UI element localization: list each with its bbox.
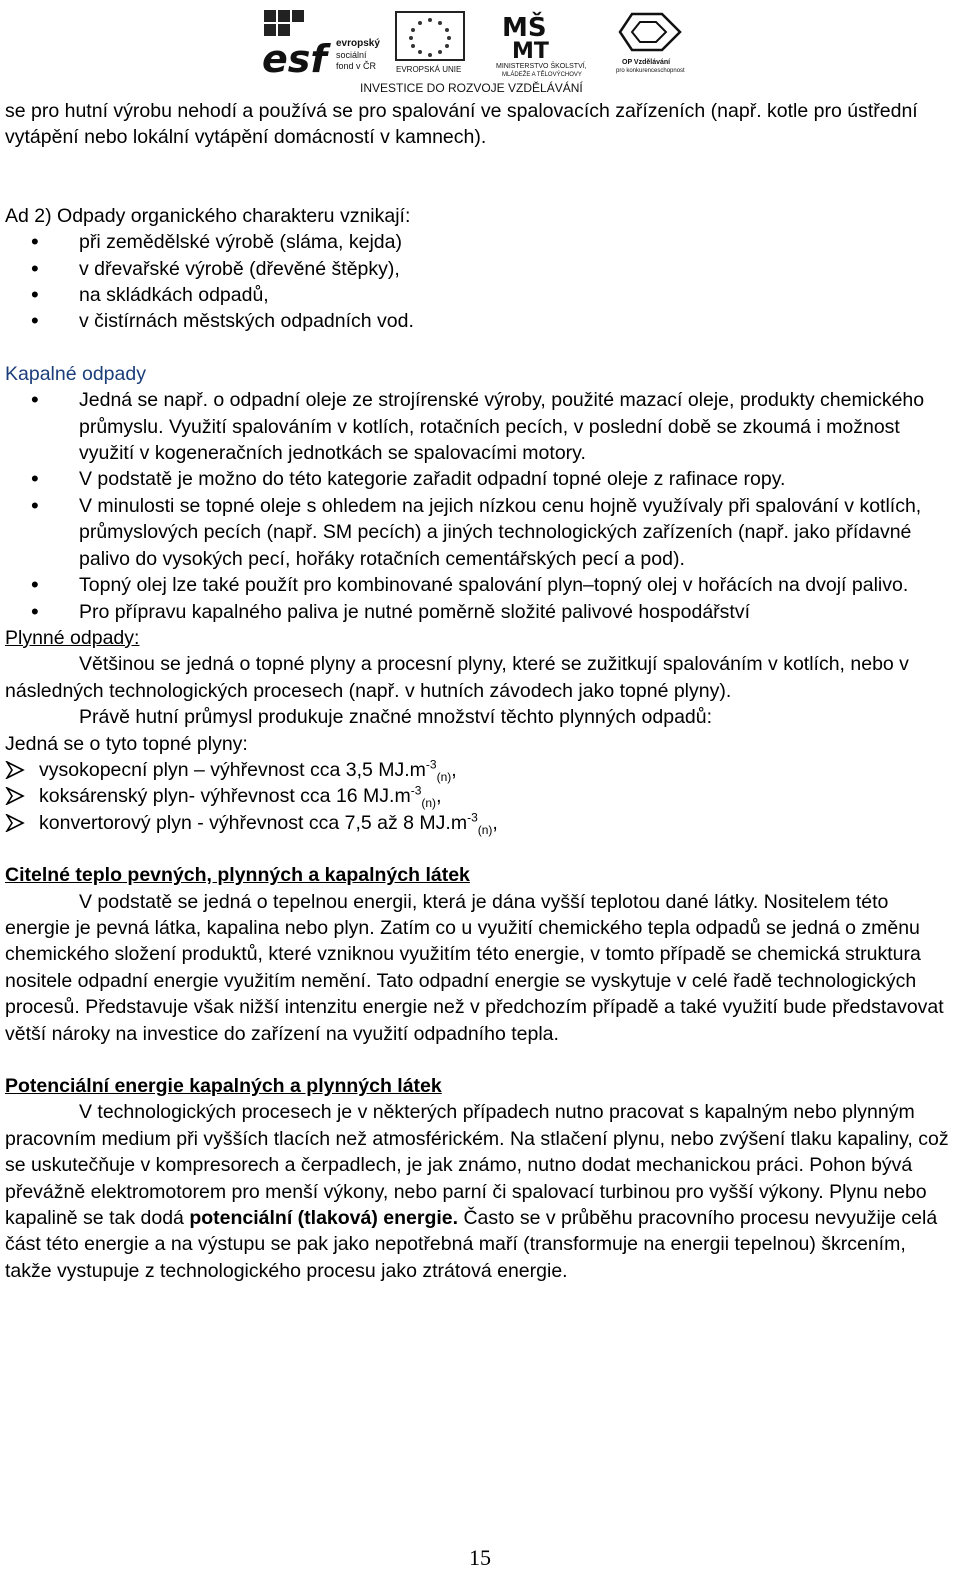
list-item: • na skládkách odpadů,: [5, 282, 950, 308]
list-item: • Pro přípravu kapalného paliva je nutné poměrně složité palivové hospodářství: [5, 599, 950, 625]
list-item: [5, 810, 950, 836]
gas-item-tail: ,: [436, 785, 442, 808]
gas-item-sup: -3: [410, 783, 422, 798]
gas-item-sup: -3: [467, 810, 478, 825]
organic-list: [5, 229, 950, 335]
list-item: • V podstatě je možno do této kategorie zařadit odpadní topné oleje z rafinace ropy.: [5, 466, 950, 492]
list-item: • při zemědělské výrobě (sláma, kejda): [5, 229, 950, 255]
funding-logo-banner: [260, 6, 700, 96]
gas-item-text: vysokopecní plyn – výhřevnost cca 3,5 MJ.m: [39, 758, 426, 781]
esf-logo: [262, 10, 380, 81]
potential-text-after: Často se v průběhu pracovního procesu nevyužije celá část této energie a na výstupu se pak jako nepotřebná maří (transformuje na energii tepelnou) škrcením, takže vystupuje z technologického procesu jako ztrátová energie.: [5, 1207, 938, 1282]
list-item: • Jedná se např. o odpadní oleje ze strojírenské výroby, použité mazací oleje, produkty chemického průmyslu. Využití spalováním v kotlích, rotačních pecích, v poslední době se zkoumá i možnost využití v kogeneračních jednotkách se spalovacími motory.: [5, 387, 950, 466]
gas-item-sub: (n): [477, 822, 493, 837]
msmt-logo: [496, 11, 587, 78]
svg-text:MT: MT: [512, 39, 549, 64]
gas-item-text: koksárenský plyn- výhřevnost cca 16 MJ.m: [39, 785, 411, 808]
op-vk-logo: [616, 14, 685, 74]
gas-item-sub: (n): [421, 796, 437, 811]
gas-paragraph-1: Většinou se jedná o topné plyny a procesní plyny, které se zužitkují spalováním v kotlích, nebo v následných technologických procesech (např. v hutních závodech jako topné plyny).: [5, 653, 909, 702]
svg-text:MINISTERSTVO ŠKOLSTVÍ,: MINISTERSTVO ŠKOLSTVÍ,: [496, 63, 587, 70]
svg-text:pro konkurenceschopnost: pro konkurenceschopnost: [616, 68, 685, 74]
heat-paragraph: V podstatě se jedná o tepelnou energii, která je dána vyšší teplotou dané látky. Nositelem této energie je pevná látka, kapalina nebo plyn. Zatím co u využití chemického tepla odpadů se jedná o změnu chemického složení produktů, které vzniknou využitím této energie, v tomto případě se chemická struktura nositele odpadní energie využitím nemění. Tato odpadní energie se vyskytuje v celé řadě technologických procesů. Představuje však nižší intenzitu energie než v předchozím případě a také využití bude představovat větší nároky na investice do zařízení na využití odpadního tepla.: [5, 890, 944, 1045]
svg-text:evropský: evropský: [336, 38, 380, 49]
page-number: 15: [469, 1545, 491, 1570]
gas-paragraph-3: Jedná se o tyto topné plyny:: [5, 732, 248, 755]
gas-paragraph-2: Právě hutní průmysl produkuje značné množství těchto plynných odpadů:: [79, 706, 713, 729]
svg-text:sociální: sociální: [336, 50, 367, 60]
gas-item-text: konvertorový plyn - výhřevnost cca 7,5 až 8 MJ.m: [39, 811, 468, 834]
svg-text:OP Vzdělávání: OP Vzdělávání: [622, 59, 671, 66]
arrow-bullet-icon: [5, 787, 25, 805]
gas-list: [5, 757, 950, 836]
list-item: [5, 783, 950, 809]
liquid-heading: Kapalné odpady: [5, 362, 146, 385]
logo-strip: [260, 6, 700, 96]
list-item: • v dřevařské výrobě (dřevěné štěpky),: [5, 256, 950, 282]
eu-flag-logo: [396, 12, 464, 74]
organic-heading: Ad 2) Odpady organického charakteru vznikají:: [5, 204, 411, 227]
liquid-list: [5, 387, 950, 625]
list-item: • Topný olej lze také použít pro kombinované spalování plyn–topný olej v hořácích na dvojí palivo.: [5, 572, 950, 598]
gas-heading: Plynné odpady:: [5, 626, 140, 649]
potential-paragraph: [5, 1099, 950, 1284]
heat-heading: Citelné teplo pevných, plynných a kapalných látek: [5, 864, 470, 887]
gas-item-tail: ,: [451, 758, 457, 781]
arrow-bullet-icon: [5, 761, 25, 779]
list-item: [5, 757, 950, 783]
gas-item-sup: -3: [425, 757, 437, 772]
arrow-bullet-icon: [5, 814, 25, 832]
svg-text:esf: esf: [262, 37, 327, 81]
svg-text:MŠ: MŠ: [502, 13, 547, 43]
list-item: • v čistírnách městských odpadních vod.: [5, 308, 950, 334]
potential-heading: Potenciální energie kapalných a plynných látek: [5, 1075, 442, 1097]
gas-item-sub: (n): [436, 769, 452, 784]
intro-paragraph: se pro hutní výrobu nehodí a používá se pro spalování ve spalovacích zařízeních (např. kotle pro ústřední vytápění nebo lokální vytápění domácností v kamnech).: [5, 100, 918, 149]
list-item: • V minulosti se topné oleje s ohledem na jejich nízkou cenu hojně využívaly při spalování v kotlích, průmyslových pecích (např. SM pecích) a jiných technologických zařízeních (např. jako přídavné palivo do vysokých pecí, hořáky rotačních cementářských pecí a pod).: [5, 493, 950, 572]
gas-item-tail: ,: [492, 811, 498, 834]
potential-text-bold: potenciální (tlaková) energie.: [189, 1207, 459, 1230]
svg-text:MLÁDEŽE A TĚLOVÝCHOVY: MLÁDEŽE A TĚLOVÝCHOVY: [502, 72, 582, 78]
page-content: [5, 98, 950, 1284]
svg-text:fond v ČR: fond v ČR: [336, 61, 377, 71]
esf-tagline: INVESTICE DO ROZVOJE VZDĚLÁVÁNÍ: [360, 81, 583, 95]
potential-text-before: V technologických procesech je v některých případech nutno pracovat s kapalným nebo plynným pracovním medium při vyšších tlacích než atmosférickém. Na stlačení plynu, nebo zvýšení tlaku kapaliny, což se uskutečňuje v kompresorech a čerpadlech, je jak známo, nutno dodat mechanickou práci. Pohon bývá převážně elektromotorem pro menší výkony, nebo parní či spalovací turbinou pro vyšší výkony. Plynu nebo kapalině se tak dodá: [5, 1101, 949, 1230]
svg-text:EVROPSKÁ UNIE: EVROPSKÁ UNIE: [396, 65, 462, 74]
